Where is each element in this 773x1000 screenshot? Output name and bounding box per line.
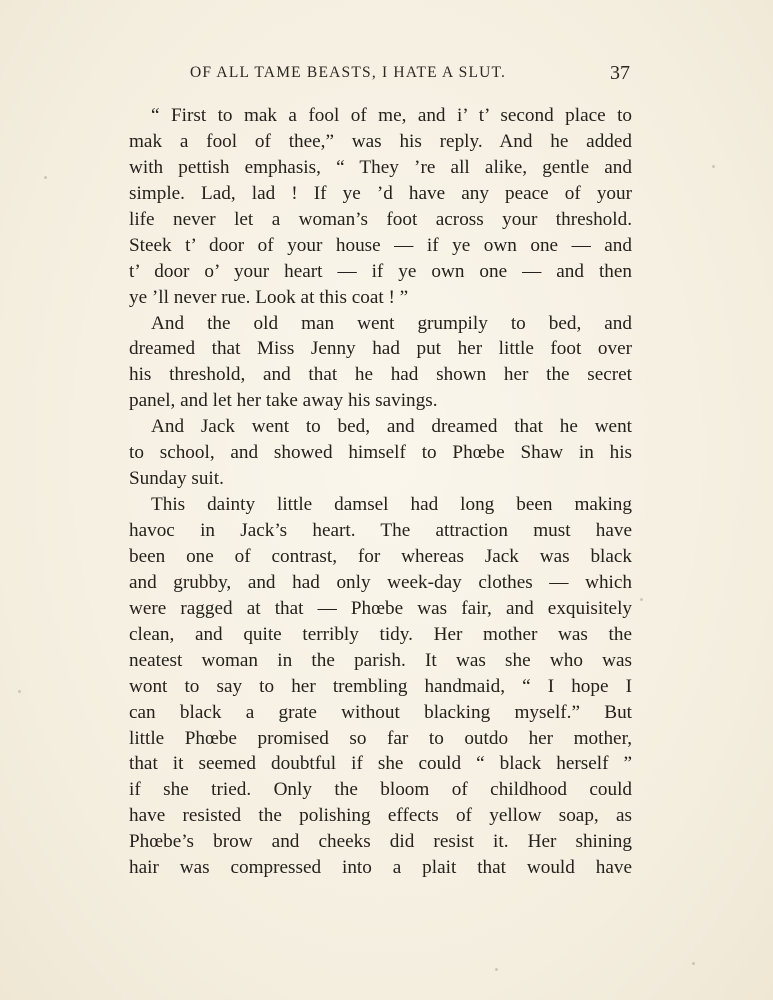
text-line: that it seemed doubtful if she could “ black herself ” — [129, 753, 632, 775]
text-line: mak a fool of thee,” was his reply. And he added — [129, 130, 632, 152]
text-line: if she tried. Only the bloom of childhood could — [129, 779, 632, 801]
body-text — [129, 103, 632, 881]
text-line: can black a grate without blacking myself.” But — [129, 701, 632, 723]
paper-speck — [692, 962, 695, 965]
text-line: to school, and showed himself to Phœbe Shaw in his — [129, 442, 632, 464]
text-line: And the old man went grumpily to bed, and — [151, 312, 632, 334]
text-line: And Jack went to bed, and dreamed that he went — [151, 416, 632, 438]
text-line: have resisted the polishing effects of yellow soap, as — [129, 805, 632, 827]
text-line: were ragged at that — Phœbe was fair, and exquisitely — [129, 597, 632, 619]
text-line: This dainty little damsel had long been making — [151, 494, 632, 516]
page-number: 37 — [610, 62, 630, 84]
paper-speck — [44, 176, 47, 179]
text-line: his threshold, and that he had shown her the secret — [129, 364, 632, 386]
text-line: life never let a woman’s foot across your threshold. — [129, 208, 632, 230]
text-line: “ First to mak a fool of me, and i’ t’ second place to — [151, 105, 632, 126]
text-line: clean, and quite terribly tidy. Her mother was the — [129, 623, 632, 645]
text-line: been one of contrast, for whereas Jack was black — [129, 545, 632, 567]
text-line: Steek t’ door of your house — if ye own one — and — [129, 234, 632, 256]
text-line: Sunday suit. — [129, 468, 224, 490]
paper-speck — [640, 598, 643, 601]
text-line: havoc in Jack’s heart. The attraction must have — [129, 520, 632, 541]
text-line: dreamed that Miss Jenny had put her little foot over — [129, 338, 632, 360]
text-line: with pettish emphasis, “ They ’re all alike, gentle and — [129, 156, 632, 178]
text-line: neatest woman in the parish. It was she who was — [129, 649, 632, 671]
paper-speck — [495, 968, 498, 971]
page-header — [128, 62, 632, 88]
running-head: OF ALL TAME BEASTS, I HATE A SLUT. — [190, 64, 507, 81]
text-line: simple. Lad, lad ! If ye ’d have any peace of your — [129, 182, 632, 204]
paper-speck — [18, 690, 21, 693]
text-line: little Phœbe promised so far to outdo her mother, — [129, 727, 632, 749]
text-line: panel, and let her take away his savings. — [129, 390, 438, 412]
text-line: wont to say to her trembling handmaid, “ I hope I — [129, 675, 632, 697]
text-line: hair was compressed into a plait that would have — [129, 857, 632, 879]
text-line: t’ door o’ your heart — if ye own one — and then — [129, 260, 632, 282]
text-line: and grubby, and had only week-day clothes — which — [129, 571, 632, 593]
paper-speck — [712, 165, 715, 168]
text-line: Phœbe’s brow and cheeks did resist it. Her shining — [129, 831, 632, 853]
text-line: ye ’ll never rue. Look at this coat ! ” — [129, 286, 409, 308]
